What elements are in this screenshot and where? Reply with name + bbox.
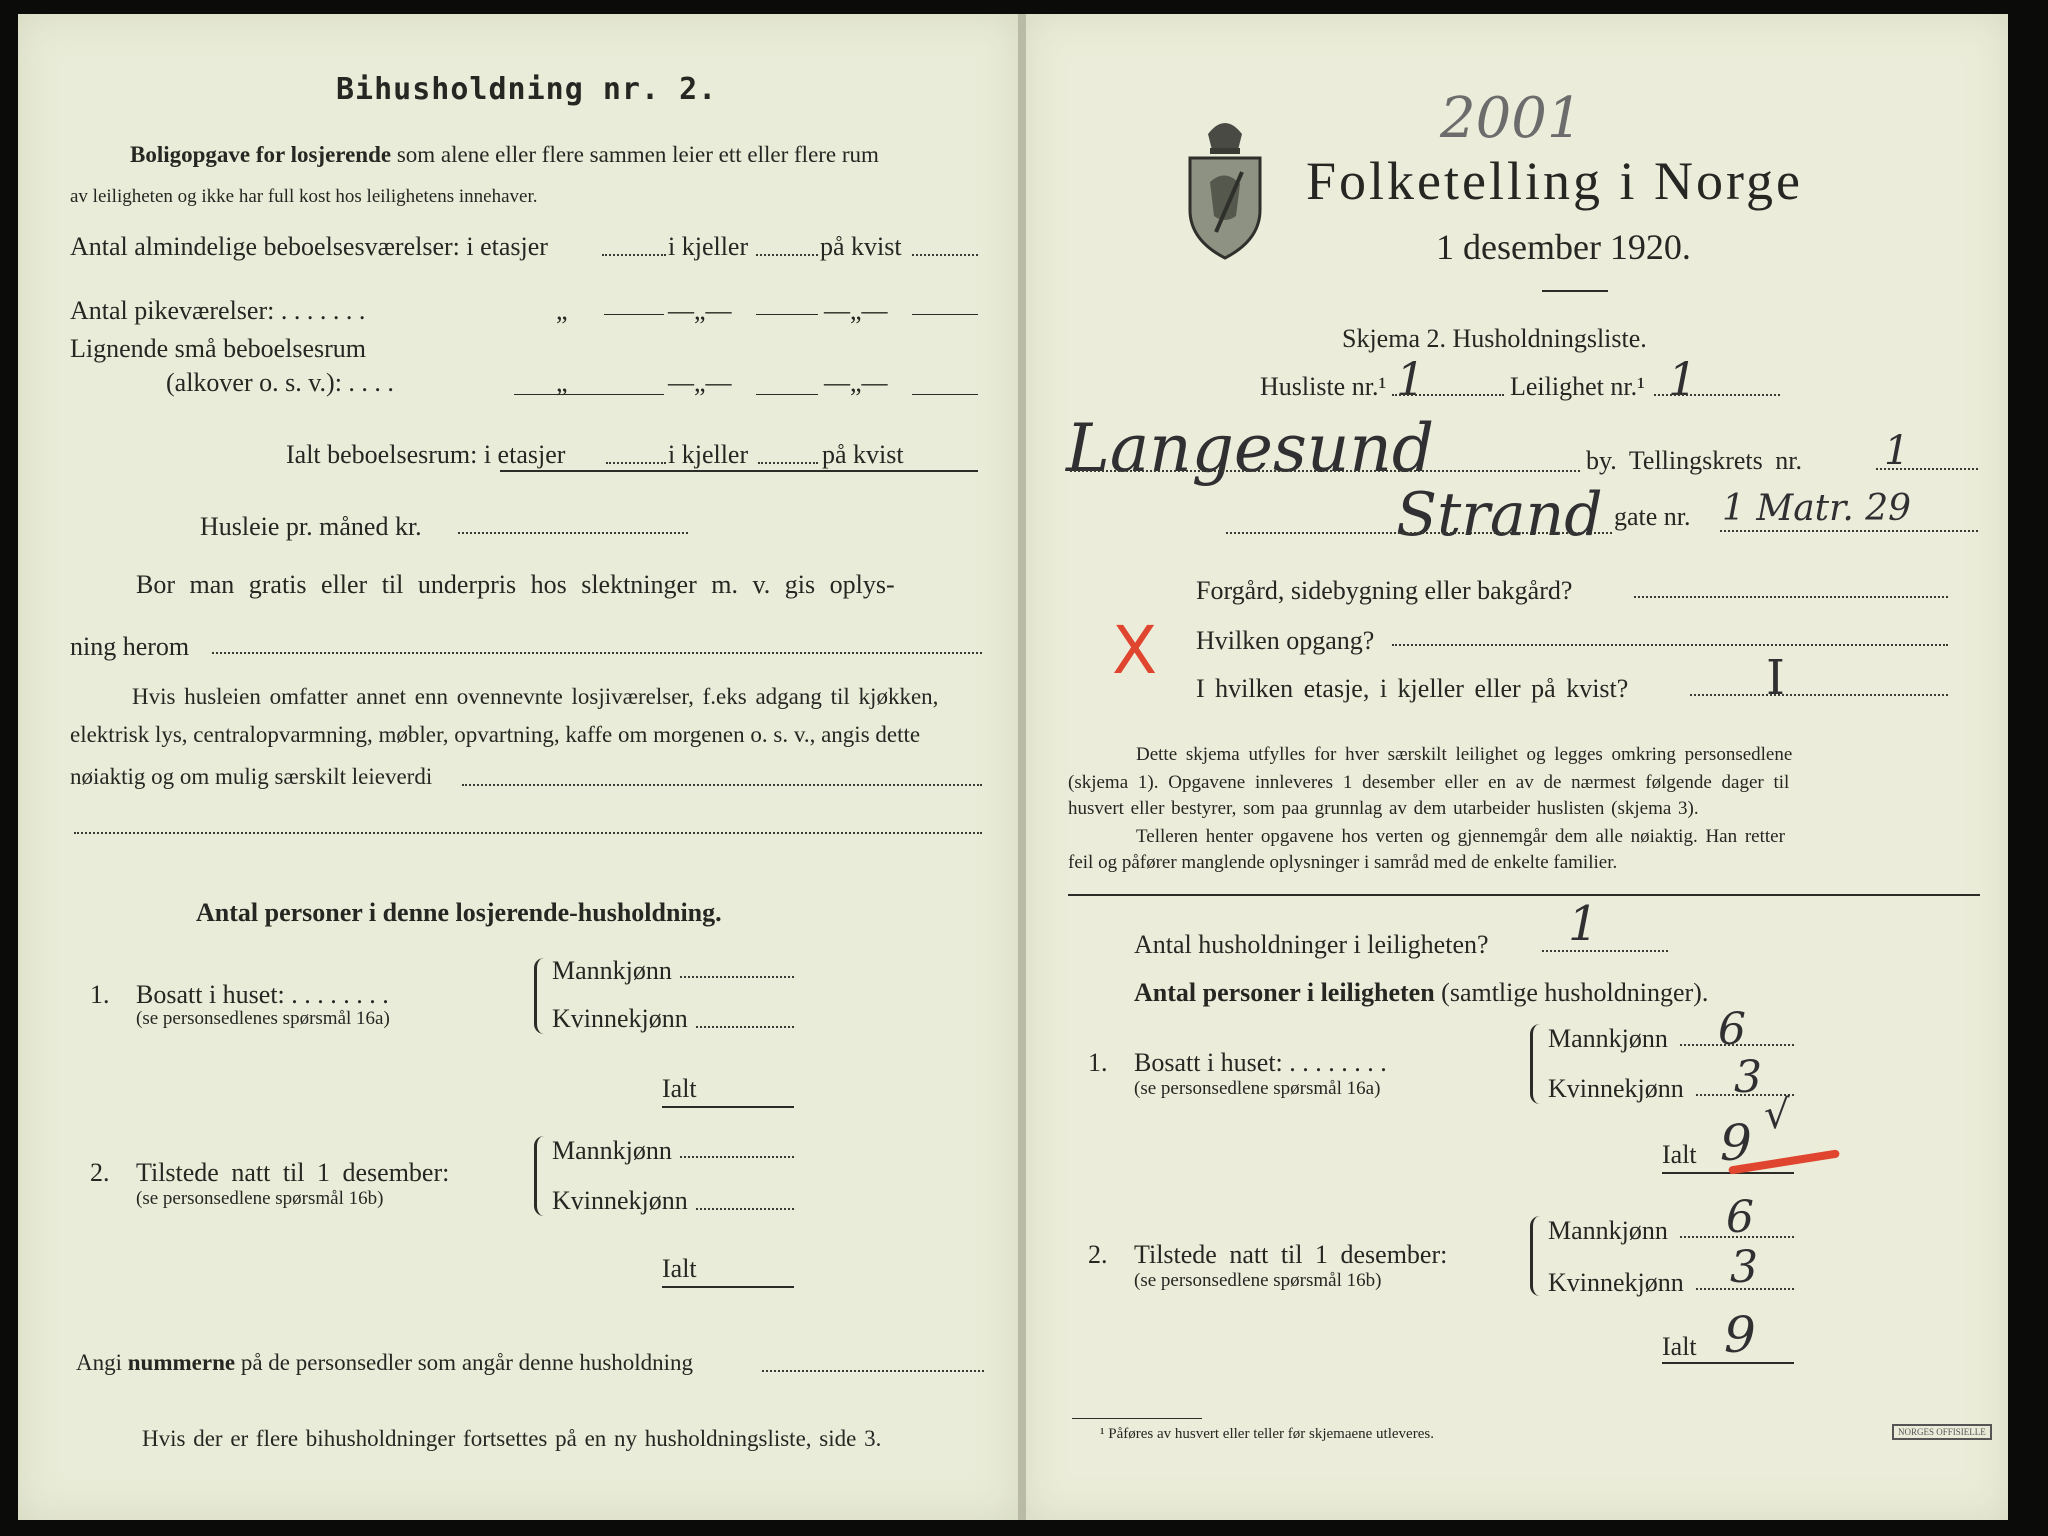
pike-line-1 <box>604 314 664 315</box>
r-item2-kvinne: Kvinnekjønn <box>1548 1268 1684 1297</box>
r-item2-ialt-line <box>1662 1362 1794 1364</box>
rooms-label: Antal almindelige beboelsesværelser: i etasjer <box>70 232 548 261</box>
l-item2-kvinne-line <box>696 1208 794 1210</box>
husliste-line <box>1392 394 1504 396</box>
antal-pers-rest: (samtlige husholdninger). <box>1434 978 1709 1007</box>
angi-line <box>76 1350 693 1376</box>
leilighet-value: 1 <box>1668 352 1698 406</box>
l-item2-mann-line <box>680 1156 794 1158</box>
l-item2-brace <box>534 1136 545 1216</box>
l-item2-label: Tilstede natt til 1 desember: <box>136 1158 450 1187</box>
instruction-rule <box>1068 894 1980 896</box>
coat-of-arms-icon <box>1180 112 1270 262</box>
r-item1-mann-value: 6 <box>1718 1004 1746 1055</box>
rooms-etasjer-line <box>602 254 666 256</box>
husliste-value: 1 <box>1396 352 1426 406</box>
left-intro-line2: av leiligheten og ikke har full kost hos leilighetens innehaver. <box>70 186 538 207</box>
lign-dash-1: —„— <box>668 368 732 397</box>
gate-nr-value: 1 Matr. 29 <box>1722 488 1912 529</box>
l-item2-ialt: Ialt <box>662 1254 697 1283</box>
forgard-label: Forgård, sidebygning eller bakgård? <box>1196 576 1573 605</box>
r-item2-ialt-value: 9 <box>1724 1306 1756 1364</box>
angi-pre: Angi <box>76 1350 128 1375</box>
r-item1-mann: Mannkjønn <box>1548 1024 1668 1053</box>
r-item2-kvinne-value: 3 <box>1730 1242 1758 1293</box>
etasje-value: I <box>1766 650 1785 706</box>
krets-line <box>1876 468 1978 470</box>
r-item1-mann-line <box>1680 1044 1794 1046</box>
rooms-kvist-line <box>912 254 978 256</box>
r-item2-mann-line <box>1680 1236 1794 1238</box>
ialt-etasjer-line <box>606 462 666 464</box>
telleren-line-1: Telleren henter opgavene hos verten og gjennemgår dem alle nøiaktig. Han retter <box>1136 826 1785 847</box>
intro-rest: som alene eller flere sammen leier ett eller flere rum <box>391 142 879 167</box>
intro-bold: Boligopgave for losjerende <box>130 142 392 167</box>
r-item1-brace <box>1530 1024 1541 1104</box>
skjema-label: Skjema 2. Husholdningsliste. <box>1342 324 1647 353</box>
page-spine <box>1018 14 1026 1520</box>
etasje-label: I hvilken etasje, i kjeller eller på kvist? <box>1196 674 1629 703</box>
l-item2-kvinne: Kvinnekjønn <box>552 1186 688 1215</box>
ialt-rum-label: Ialt beboelsesrum: i etasjer <box>286 440 566 469</box>
right-title: Folketelling i Norge <box>1306 151 1803 211</box>
l-item1-mann: Mannkjønn <box>552 956 672 985</box>
lign-dash-2: —„— <box>824 368 888 397</box>
l-item1-num: 1. <box>90 980 110 1009</box>
by-line <box>1070 470 1580 472</box>
hvis-line <box>462 784 982 786</box>
etasje-line <box>1690 694 1948 696</box>
gate-value: Strand <box>1396 480 1603 550</box>
antal-hush-label: Antal husholdninger i leiligheten? <box>1134 930 1489 959</box>
r-item1-num: 1. <box>1088 1048 1108 1077</box>
l-item1-kvinne-line <box>696 1026 794 1028</box>
lign-line-2 <box>756 394 818 395</box>
pike-line-2 <box>756 314 818 315</box>
r-item2-mann: Mannkjønn <box>1548 1216 1668 1245</box>
left-antal-heading: Antal personer i denne losjerende-husholdning. <box>196 898 722 927</box>
left-title: Bihusholdning nr. 2. <box>336 72 718 107</box>
r-item2-num: 2. <box>1088 1240 1108 1269</box>
right-date: 1 desember 1920. <box>1436 227 1691 267</box>
l-item1-brace <box>534 958 545 1034</box>
left-footer: Hvis der er flere bihusholdninger fortsettes på en ny husholdningsliste, side 3. <box>142 1426 882 1451</box>
hvis-line-3: nøiaktig og om mulig særskilt leieverdi <box>70 764 433 789</box>
pike-label: Antal pikeværelser: . . . . . . . <box>70 296 366 325</box>
krets-value: 1 <box>1884 428 1910 474</box>
left-intro <box>130 142 879 168</box>
husleie-line <box>458 532 688 534</box>
by-label: by. Tellingskrets nr. <box>1586 446 1803 475</box>
lign-quote: „ <box>556 368 568 397</box>
l-item1-kvinne: Kvinnekjønn <box>552 1004 688 1033</box>
telleren-line-2: feil og påfører manglende oplysninger i samråd med de enkelte familier. <box>1068 852 1618 873</box>
blank-line <box>74 832 982 834</box>
r-item2-sub: (se personsedlene spørsmål 16b) <box>1134 1270 1382 1291</box>
gate-nr-line <box>1720 530 1978 532</box>
r-item2-kvinne-line <box>1696 1288 1794 1290</box>
leilighet-line <box>1654 394 1780 396</box>
l-item2-ialt-line <box>662 1286 794 1288</box>
hvis-line-1: Hvis husleien omfatter annet enn ovennevnte losjiværelser, f.eks adgang til kjøkken, <box>132 684 939 709</box>
r-item1-kvinne: Kvinnekjønn <box>1548 1074 1684 1103</box>
r-item1-kvinne-value: 3 <box>1734 1052 1762 1103</box>
lign-label-1: Lignende små beboelsesrum <box>70 334 367 363</box>
pencil-number: 2001 <box>1440 86 1583 151</box>
rooms-kvist: på kvist <box>820 232 902 261</box>
by-value: Langesund <box>1066 410 1435 487</box>
angi-post: på de personsedler som angår denne husholdning <box>235 1350 694 1375</box>
footnote: ¹ Påføres av husvert eller teller før skjemaene utleveres. <box>1100 1426 1434 1442</box>
r-item1-sub: (se personsedlene spørsmål 16a) <box>1134 1078 1381 1099</box>
printer-stamp: NORGES OFFISIELLE <box>1892 1424 1992 1440</box>
l-item1-label: Bosatt i huset: . . . . . . . . <box>136 980 389 1009</box>
dette-line-3: husvert eller bestyrer, som paa grunnlag av dem utarbeider huslisten (skjema 3). <box>1068 798 1699 819</box>
crown-shape <box>1208 123 1242 150</box>
angi-bold: nummerne <box>127 1350 236 1375</box>
leilighet-label: Leilighet nr.¹ <box>1510 372 1645 401</box>
l-item1-mann-line <box>680 976 794 978</box>
bor-line <box>212 652 982 654</box>
ialt-kjeller-line <box>758 462 818 464</box>
ialt-underline <box>500 470 978 472</box>
r-item1-ialt-value: 9 <box>1720 1114 1752 1172</box>
norway-coat-of-arms <box>1180 112 1270 267</box>
pike-line-3 <box>912 314 978 315</box>
lign-line-3 <box>912 394 978 395</box>
l-item2-sub: (se personsedlene spørsmål 16b) <box>136 1188 384 1209</box>
r-item2-ialt: Ialt <box>1662 1332 1697 1361</box>
lign-label-2: (alkover o. s. v.): . . . . <box>166 368 394 397</box>
r-item1-ialt: Ialt <box>1662 1140 1697 1169</box>
dette-line-1: Dette skjema utfylles for hver særskilt leilighet og legges omkring personsedlene <box>1136 744 1793 765</box>
r-item1-label: Bosatt i huset: . . . . . . . . <box>1134 1048 1387 1077</box>
bor-line-1: Bor man gratis eller til underpris hos slektninger m. v. gis oplys- <box>136 570 895 599</box>
l-item2-num: 2. <box>90 1158 110 1187</box>
rooms-kjeller-line <box>756 254 818 256</box>
antal-pers-bold: Antal personer i leiligheten <box>1134 978 1435 1007</box>
l-item1-ialt-line <box>662 1106 794 1108</box>
dette-line-2: (skjema 1). Opgavene innleveres 1 desember eller en av de nærmest følgende dager til <box>1068 772 1790 793</box>
r-item1-ialt-line <box>1662 1172 1794 1174</box>
rooms-kjeller: i kjeller <box>668 232 749 261</box>
l-item1-sub: (se personsedlenes spørsmål 16a) <box>136 1008 390 1029</box>
title-rule <box>1542 290 1608 292</box>
lign-line-1 <box>514 394 664 395</box>
antal-hush-line <box>1542 950 1668 952</box>
r-item2-brace <box>1530 1216 1541 1296</box>
crown-band <box>1210 148 1240 154</box>
red-x-mark: X <box>1112 612 1158 689</box>
angi-dotted-line <box>762 1370 984 1372</box>
r-item2-label: Tilstede natt til 1 desember: <box>1134 1240 1448 1269</box>
pike-dash-1: —„— <box>668 296 732 325</box>
husliste-label: Husliste nr.¹ <box>1260 372 1387 401</box>
l-item1-ialt: Ialt <box>662 1074 697 1103</box>
l-item2-mann: Mannkjønn <box>552 1136 672 1165</box>
opgang-label: Hvilken opgang? <box>1196 626 1375 655</box>
bor-line-2: ning herom <box>70 632 190 661</box>
antal-hush-value: 1 <box>1568 896 1599 952</box>
ialt-kjeller: i kjeller <box>668 440 749 469</box>
gate-line <box>1226 532 1612 534</box>
antal-pers-line <box>1134 978 1708 1008</box>
opgang-line <box>1392 644 1948 646</box>
footnote-rule <box>1072 1418 1202 1419</box>
ialt-kvist: på kvist <box>822 440 904 469</box>
check-mark: √ <box>1764 1092 1790 1138</box>
pike-dash-2: —„— <box>824 296 888 325</box>
gate-label: gate nr. <box>1614 502 1691 531</box>
forgard-line <box>1634 596 1948 598</box>
pike-quote: „ <box>556 296 568 325</box>
husleie-label: Husleie pr. måned kr. <box>200 512 422 541</box>
r-item2-mann-value: 6 <box>1726 1192 1754 1243</box>
hvis-line-2: elektrisk lys, centralopvarmning, møbler, opvartning, kaffe om morgenen o. s. v., angis dette <box>70 722 921 747</box>
